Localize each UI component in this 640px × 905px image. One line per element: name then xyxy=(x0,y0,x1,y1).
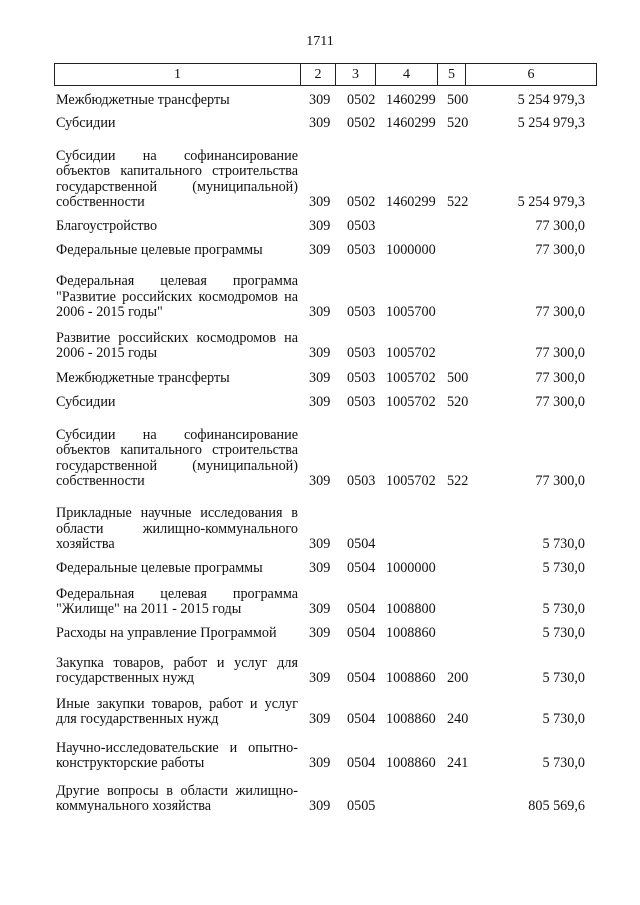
row-col-3: 0503 xyxy=(347,242,376,259)
row-col-4: 1008860 xyxy=(386,755,436,772)
row-col-4: 1000000 xyxy=(386,560,436,577)
table-row xyxy=(56,626,597,642)
row-name: Научно-исследовательские и опытно-конструкторские работы xyxy=(56,739,298,772)
row-col-2: 309 xyxy=(309,670,331,687)
header-col-4: 4 xyxy=(376,64,438,85)
header-col-5: 5 xyxy=(438,64,466,85)
row-col-6: 805 569,6 xyxy=(528,798,585,815)
row-col-4: 1000000 xyxy=(386,242,436,259)
row-col-2: 309 xyxy=(309,394,331,411)
row-col-3: 0504 xyxy=(347,560,376,577)
row-col-2: 309 xyxy=(309,755,331,772)
table-row xyxy=(56,93,597,109)
row-col-4: 1460299 xyxy=(386,194,436,211)
row-col-3: 0502 xyxy=(347,194,376,211)
table-row xyxy=(56,331,597,362)
table-row xyxy=(56,243,597,259)
row-col-3: 0503 xyxy=(347,473,376,490)
row-col-2: 309 xyxy=(309,560,331,577)
row-col-5: 520 xyxy=(447,115,469,132)
row-col-3: 0502 xyxy=(347,92,376,109)
table-header xyxy=(54,63,597,86)
header-col-2: 2 xyxy=(301,64,336,85)
row-col-4: 1008860 xyxy=(386,625,436,642)
row-name: Расходы на управление Программой xyxy=(56,625,277,642)
row-col-4: 1005702 xyxy=(386,394,436,411)
row-col-4: 1005702 xyxy=(386,370,436,387)
table-row xyxy=(56,274,597,321)
row-name: Закупка товаров, работ и услуг для государственных нужд xyxy=(56,654,298,687)
row-col-3: 0504 xyxy=(347,670,376,687)
table-row xyxy=(56,656,597,687)
row-col-5: 241 xyxy=(447,755,469,772)
row-col-5: 500 xyxy=(447,92,469,109)
header-col-3: 3 xyxy=(336,64,376,85)
header-col-6: 6 xyxy=(527,67,535,82)
row-col-4: 1005702 xyxy=(386,345,436,362)
row-col-6: 5 730,0 xyxy=(542,711,585,728)
row-name: Субсидии на софинансирование объектов капитального строительства государственной (муниципальной) собственности xyxy=(56,426,298,490)
row-name: Субсидии xyxy=(56,115,116,132)
table-row xyxy=(56,219,597,235)
row-col-3: 0503 xyxy=(347,304,376,321)
row-col-3: 0505 xyxy=(347,798,376,815)
row-col-5: 200 xyxy=(447,670,469,687)
row-col-3: 0503 xyxy=(347,394,376,411)
row-col-3: 0504 xyxy=(347,625,376,642)
row-col-2: 309 xyxy=(309,370,331,387)
row-col-4: 1008800 xyxy=(386,601,436,618)
page-number: 1711 xyxy=(306,34,334,49)
row-col-3: 0504 xyxy=(347,755,376,772)
row-col-4: 1005702 xyxy=(386,473,436,490)
row-col-4: 1460299 xyxy=(386,92,436,109)
row-name: Федеральные целевые программы xyxy=(56,242,263,259)
row-col-2: 309 xyxy=(309,711,331,728)
header-col-1: 1 xyxy=(55,64,301,85)
row-col-3: 0504 xyxy=(347,711,376,728)
row-col-6: 5 730,0 xyxy=(542,670,585,687)
row-col-2: 309 xyxy=(309,92,331,109)
row-name: Прикладные научные исследования в области жилищно-коммунального хозяйства xyxy=(56,505,298,553)
row-name: Федеральная целевая программа "Жилище" на 2011 - 2015 годы xyxy=(56,585,298,618)
row-name: Субсидии на софинансирование объектов капитального строительства государственной (муниципальной) собственности xyxy=(56,147,298,211)
row-name: Федеральная целевая программа "Развитие российских космодромов на 2006 - 2015 годы" xyxy=(56,273,298,321)
row-col-6: 5 730,0 xyxy=(542,560,585,577)
table-row xyxy=(56,784,597,815)
table-row xyxy=(56,149,597,211)
row-col-6: 77 300,0 xyxy=(535,242,585,259)
row-col-3: 0504 xyxy=(347,536,376,553)
row-col-2: 309 xyxy=(309,536,331,553)
row-name: Развитие российских космодромов на 2006 - 2015 годы xyxy=(56,329,298,362)
row-col-4: 1008860 xyxy=(386,670,436,687)
row-col-2: 309 xyxy=(309,194,331,211)
row-col-4: 1005700 xyxy=(386,304,436,321)
row-col-6: 5 254 979,3 xyxy=(517,92,585,109)
row-name: Другие вопросы в области жилищно-коммунального хозяйства xyxy=(56,782,298,815)
table-row xyxy=(56,371,597,387)
row-col-4: 1008860 xyxy=(386,711,436,728)
row-name: Субсидии xyxy=(56,394,116,411)
row-col-2: 309 xyxy=(309,625,331,642)
row-col-2: 309 xyxy=(309,601,331,618)
row-col-3: 0502 xyxy=(347,115,376,132)
row-col-2: 309 xyxy=(309,798,331,815)
row-name: Межбюджетные трансферты xyxy=(56,370,230,387)
table-row xyxy=(56,395,597,411)
row-col-6: 5 730,0 xyxy=(542,536,585,553)
row-col-2: 309 xyxy=(309,218,331,235)
table-row xyxy=(56,741,597,772)
row-col-6: 77 300,0 xyxy=(535,394,585,411)
row-name: Межбюджетные трансферты xyxy=(56,92,230,109)
row-col-6: 5 730,0 xyxy=(542,601,585,618)
row-col-2: 309 xyxy=(309,345,331,362)
row-col-5: 522 xyxy=(447,194,469,211)
row-col-3: 0503 xyxy=(347,345,376,362)
row-col-2: 309 xyxy=(309,304,331,321)
row-col-3: 0504 xyxy=(347,601,376,618)
row-name: Иные закупки товаров, работ и услуг для государственных нужд xyxy=(56,695,298,728)
row-col-6: 77 300,0 xyxy=(535,345,585,362)
row-col-6: 5 254 979,3 xyxy=(517,194,585,211)
row-col-3: 0503 xyxy=(347,218,376,235)
row-name: Благоустройство xyxy=(56,218,158,235)
row-col-5: 500 xyxy=(447,370,469,387)
row-col-6: 77 300,0 xyxy=(535,218,585,235)
row-col-2: 309 xyxy=(309,242,331,259)
row-col-5: 240 xyxy=(447,711,469,728)
row-col-6: 5 730,0 xyxy=(542,755,585,772)
row-col-3: 0503 xyxy=(347,370,376,387)
row-col-2: 309 xyxy=(309,115,331,132)
row-col-5: 522 xyxy=(447,473,469,490)
row-col-6: 77 300,0 xyxy=(535,304,585,321)
row-col-4: 1460299 xyxy=(386,115,436,132)
table-row xyxy=(56,506,597,553)
row-col-6: 77 300,0 xyxy=(535,370,585,387)
table-row xyxy=(56,561,597,577)
table-row xyxy=(56,116,597,132)
row-col-6: 5 254 979,3 xyxy=(517,115,585,132)
row-col-2: 309 xyxy=(309,473,331,490)
table-row xyxy=(56,587,597,618)
row-name: Федеральные целевые программы xyxy=(56,560,263,577)
row-col-5: 520 xyxy=(447,394,469,411)
row-col-6: 5 730,0 xyxy=(542,625,585,642)
table-row xyxy=(56,428,597,490)
table-row xyxy=(56,697,597,728)
row-col-6: 77 300,0 xyxy=(535,473,585,490)
